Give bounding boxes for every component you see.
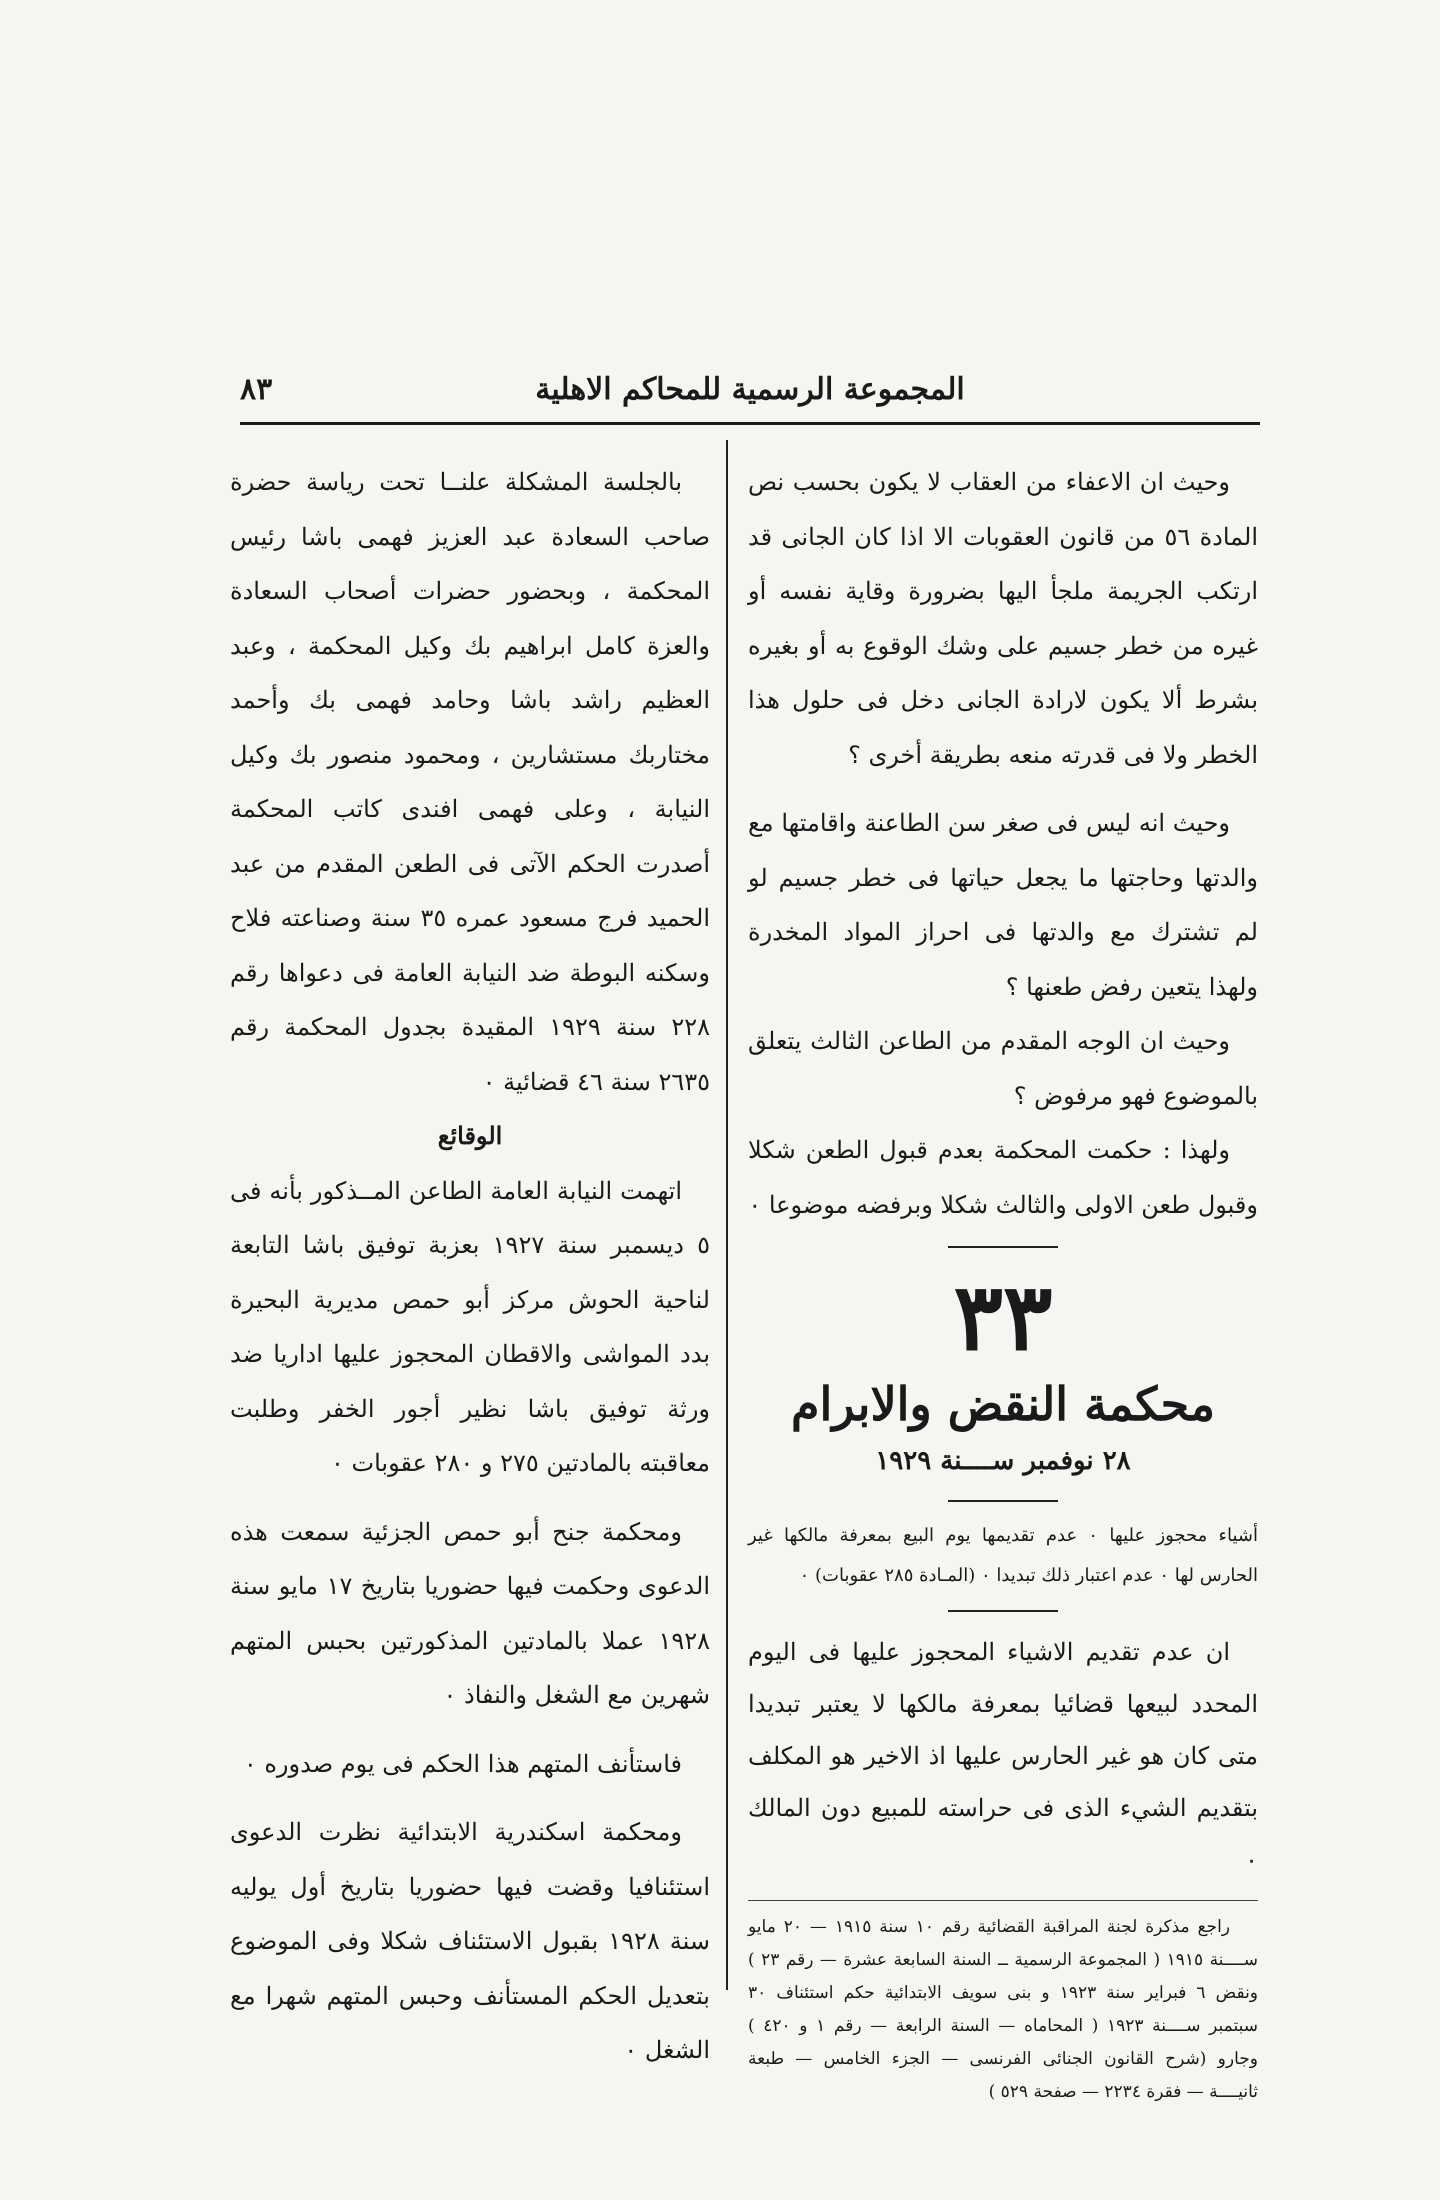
column-divider — [726, 440, 728, 1990]
section-rule — [948, 1246, 1058, 1248]
section-rule — [948, 1500, 1058, 1502]
paragraph: اتهمت النيابة العامة الطاعن المــذكور بأنه فى ٥ ديسمبر سنة ١٩٢٧ بعزبة توفيق باشا التابعة لناحية الحوش مركز أبو حمص مديرية البحيرة بدد المواشى والاقطان المحجوز عليها اداريا ضد ورثة توفيق باشا نظير أجور الخفر وطلبت معاقبته بالمادتين ٢٧٥ و ٢٨٠ عقوبات ٠ — [230, 1176, 710, 1477]
headnote: أشياء محجوز عليها ٠ عدم تقديمها يوم البيع بمعرفة مالكها غير الحارس لها ٠ عدم اعتبار ذلك تبديدا ٠ (المـادة ٢٨٥ عقوبات) ٠ — [748, 1525, 1259, 1586]
header-rule — [240, 422, 1260, 425]
paragraph: ومحكمة جنح أبو حمص الجزئية سمعت هذه الدعوى وحكمت فيها حضوريا بتاريخ ١٧ مايو سنة ١٩٢٨ عملا بالمادتين المذكورتين بحبس المتهم شهرين مع الشغل والنفاذ ٠ — [230, 1517, 710, 1709]
paragraph: فاستأنف المتهم هذا الحكم فى يوم صدوره ٠ — [243, 1749, 682, 1778]
case-number: ٣٣ — [953, 1263, 1053, 1371]
court-name: محكمة النقض والابرام — [791, 1377, 1215, 1431]
case-date: ٢٨ نوفمبر ســــنة ١٩٢٩ — [875, 1446, 1131, 1476]
paragraph: ومحكمة اسكندرية الابتدائية نظرت الدعوى استئنافيا وقضت فيها حضوريا بتاريخ أول يوليه سنة ١٩٢٨ بقبول الاستئناف شكلا وفى الموضوع بتعديل الحكم المستأنف وحبس المتهم شهرا مع الشغل ٠ — [230, 1818, 710, 2064]
paragraph: وحيث انه ليس فى صغر سن الطاعنة واقامتها مع والدتها وحاجتها ما يجعل حياتها فى خطر جسيم لو لم تشترك مع والدتها فى احراز المواد المخدرة ولهذا يتعين رفض طعنها ؟ — [748, 809, 1258, 1001]
session-intro: بالجلسة المشكلة علنــا تحت رياسة حضرة صاحب السعادة عبد العزيز فهمى باشا رئيس المحكمة ، وبحضور حضرات أصحاب السعادة والعزة كامل ابراهيم بك وكيل المحكمة ، وعبد العظيم راشد باشا وحامد فهمى بك وأحمد مختاربك مستشارين ، ومحمود منصور بك وكيل النيابة ، وعلى فهمى افندى كاتب المحكمة أصدرت الحكم الآتى فى الطعن المقدم من عبد الحميد فرج مسعود عمره ٣٥ سنة وصناعته فلاح وسكنه البوطة ضد النيابة العامة فى دعواها رقم ٢٢٨ سنة ١٩٢٩ المقيدة بجدول المحكمة رقم ٢٦٣٥ سنة ٤٦ قضائية ٠ — [230, 468, 710, 1096]
page-number: ٨٣ — [240, 372, 273, 407]
left-column — [230, 455, 710, 2078]
footnote: راجع مذكرة لجنة المراقبة القضائية رقم ١٠ سنة ١٩١٥ — ٢٠ مايو ســــنة ١٩١٥ ( المجموعة الرسمية ــ السنة السابعة عشرة — رقم ٢٣ ) ونقض ٦ فبراير سنة ١٩٢٣ و بنى سويف الابتدائية حكم استئناف ٣٠ سبتمبر ســــنة ١٩٢٣ ( المحاماه — السنة الرابعة — رقم ١ و ٤٢٠ ) وجارو (شرح القانون الجنائى الفرنسى — الجزء الخامس — طبعة ثانيــــة — فقرة ٢٢٣٤ — صفحة ٥٢٩ ) — [748, 1917, 1259, 2102]
paragraph: ولهذا : حكمت المحكمة بعدم قبول الطعن شكلا وقبول طعن الاولى والثالث شكلا وبرفضه موضوعا ٠ — [748, 1136, 1258, 1219]
paragraph: وحيث ان الاعفاء من العقاب لا يكون بحسب نص المادة ٥٦ من قانون العقوبات الا اذا كان الجانى قد ارتكب الجريمة ملجأ اليها بضرورة وقاية نفسه أو غيره من خطر جسيم على وشك الوقوع به أو بغيره بشرط ألا يكون لارادة الجانى دخل فى حلول هذا الخطر ولا فى قدرته منعه بطريقة أخرى ؟ — [748, 468, 1259, 769]
footnote-rule — [748, 1900, 1258, 1901]
legal-principle: ان عدم تقديم الاشياء المحجوز عليها فى اليوم المحدد لبيعها قضائيا بمعرفة مالكها لا يعتبر تبديدا متى كان هو غير الحارس عليها اذ الاخير هو المكلف بتقديم الشيء الذى فى حراسته للمبيع دون المالك ٠ — [748, 1638, 1258, 1874]
right-column — [748, 455, 1258, 2109]
paragraph: وحيث ان الوجه المقدم من الطاعن الثالث يتعلق بالموضوع فهو مرفوض ؟ — [748, 1027, 1258, 1110]
facts-title: الوقائع — [437, 1121, 503, 1150]
page-header — [240, 372, 1260, 416]
running-title: المجموعة الرسمية للمحاكم الاهلية — [535, 372, 965, 407]
section-rule — [948, 1610, 1058, 1612]
